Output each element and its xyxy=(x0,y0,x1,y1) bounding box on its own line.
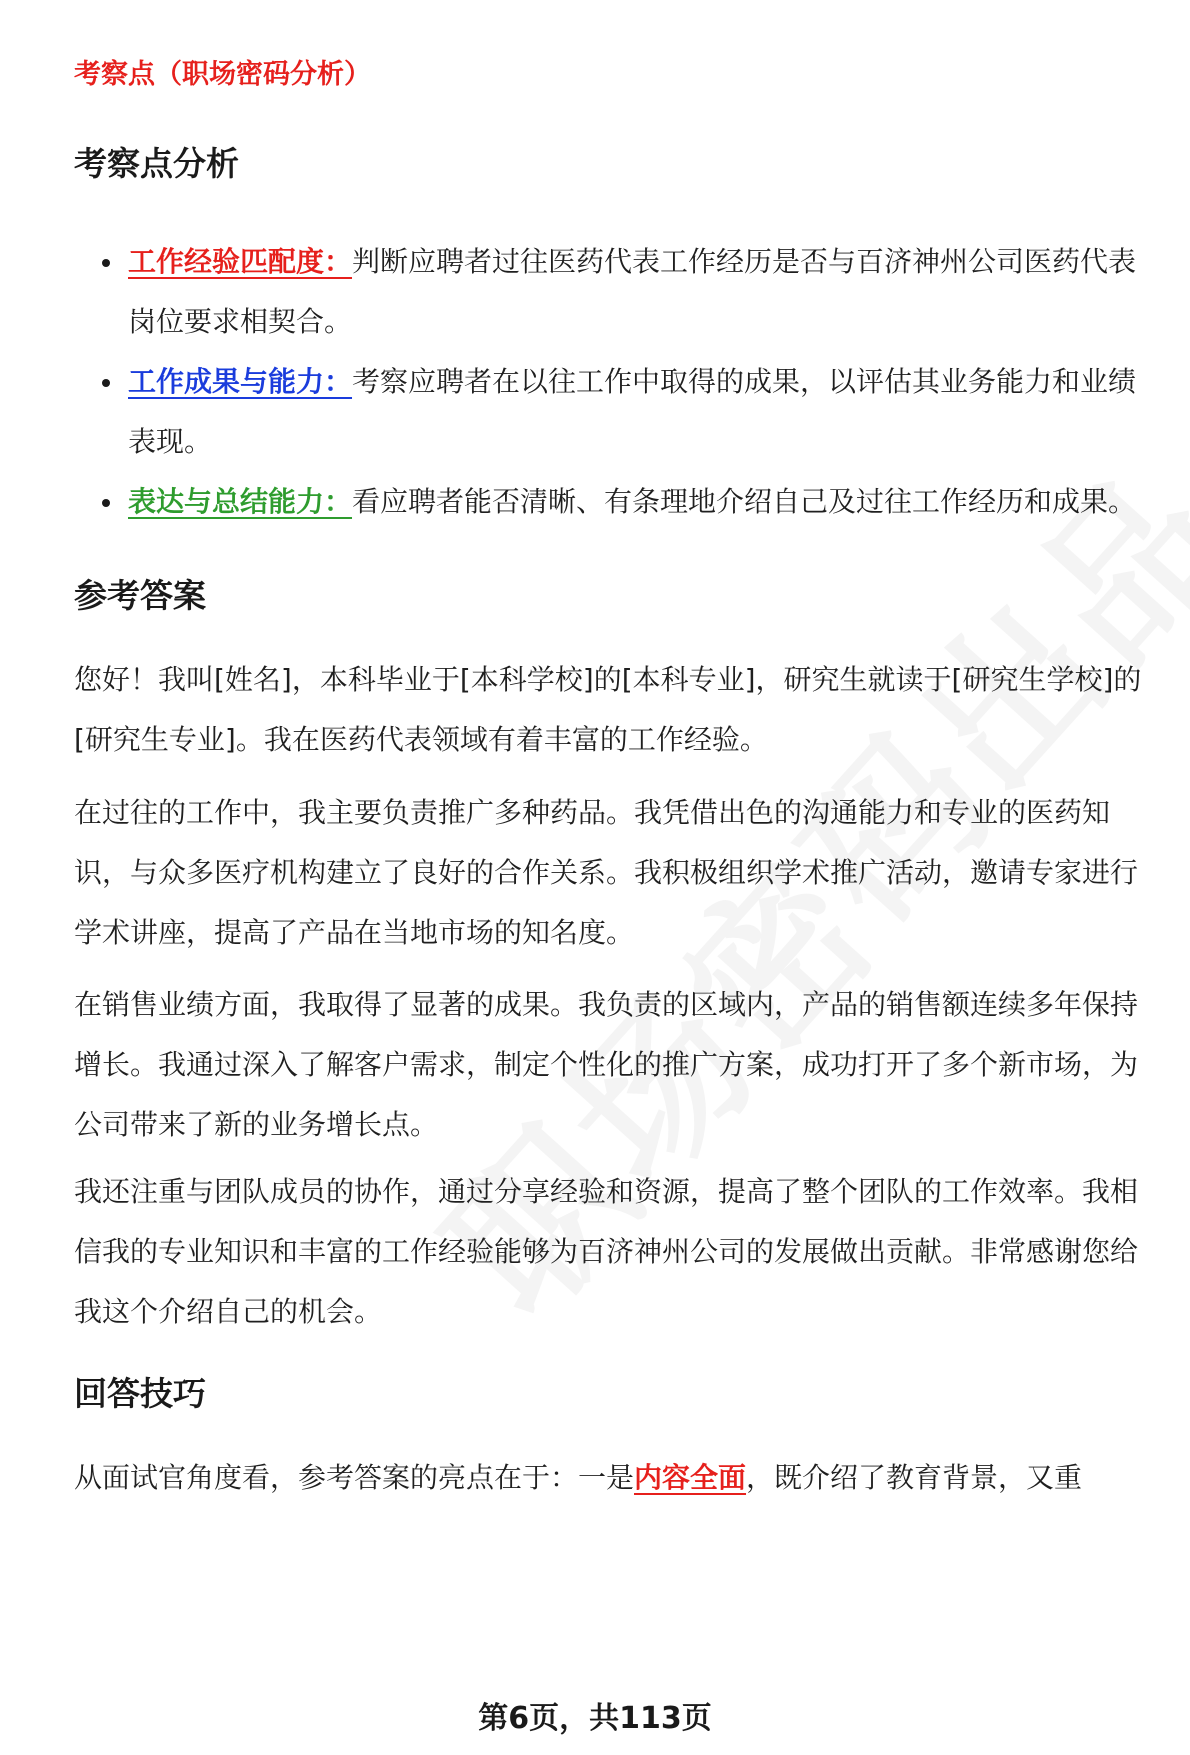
answer-paragraph: 我还注重与团队成员的协作，通过分享经验和资源，提高了整个团队的工作效率。我相信我的专业知识和丰富的工作经验能够为百济神州公司的发展做出贡献。非常感谢您给我这个介绍自己的机会。 xyxy=(74,1175,1139,1328)
tips-text-after: ，既介绍了教育背景，又重 xyxy=(746,1461,1083,1494)
tips-text-before: 从面试官角度看，参考答案的亮点在于：一是 xyxy=(74,1461,635,1494)
answer-paragraph: 在销售业绩方面，我取得了显著的成果。我负责的区域内，产品的销售额连续多年保持增长。我通过深入了解客户需求，制定个性化的推广方案，成功打开了多个新市场，为公司带来了新的业务增长点。 xyxy=(74,988,1139,1141)
keyword-experience-match: 工作经验匹配度： xyxy=(128,245,353,278)
item-text: 考察应聘者在以往工作中取得的成果，以评估其业务能力和业绩表现。 xyxy=(128,365,1137,458)
tips-paragraph xyxy=(74,1448,1164,1508)
item-text: 判断应聘者过往医药代表工作经历是否与百济神州公司医药代表岗位要求相契合。 xyxy=(128,245,1137,338)
list-item xyxy=(74,352,1164,472)
answer-heading: 参考答案 xyxy=(74,576,206,615)
tips-heading: 回答技巧 xyxy=(74,1374,206,1413)
page-number: 第6页，共113页 xyxy=(478,1701,712,1736)
list-item xyxy=(74,472,1164,532)
analysis-heading: 考察点分析 xyxy=(74,144,239,183)
tips-highlight: 内容全面 xyxy=(634,1461,747,1494)
answer-paragraph: 您好！我叫[姓名]，本科毕业于[本科学校]的[本科专业]，研究生就读于[研究生学校]的[研究生专业]。我在医药代表领域有着丰富的工作经验。 xyxy=(74,663,1142,756)
analysis-list xyxy=(74,232,1164,532)
item-text: 看应聘者能否清晰、有条理地介绍自己及过往工作经历和成果。 xyxy=(352,485,1137,518)
answer-paragraph: 在过往的工作中，我主要负责推广多种药品。我凭借出色的沟通能力和专业的医药知识，与众多医疗机构建立了良好的合作关系。我积极组织学术推广活动，邀请专家进行学术讲座，提高了产品在当地市场的知名度。 xyxy=(74,796,1139,949)
section-tag: 考察点（职场密码分析） xyxy=(74,59,371,90)
list-item xyxy=(74,232,1164,352)
keyword-expression-summary: 表达与总结能力： xyxy=(128,485,353,518)
keyword-results-ability: 工作成果与能力： xyxy=(128,365,353,398)
